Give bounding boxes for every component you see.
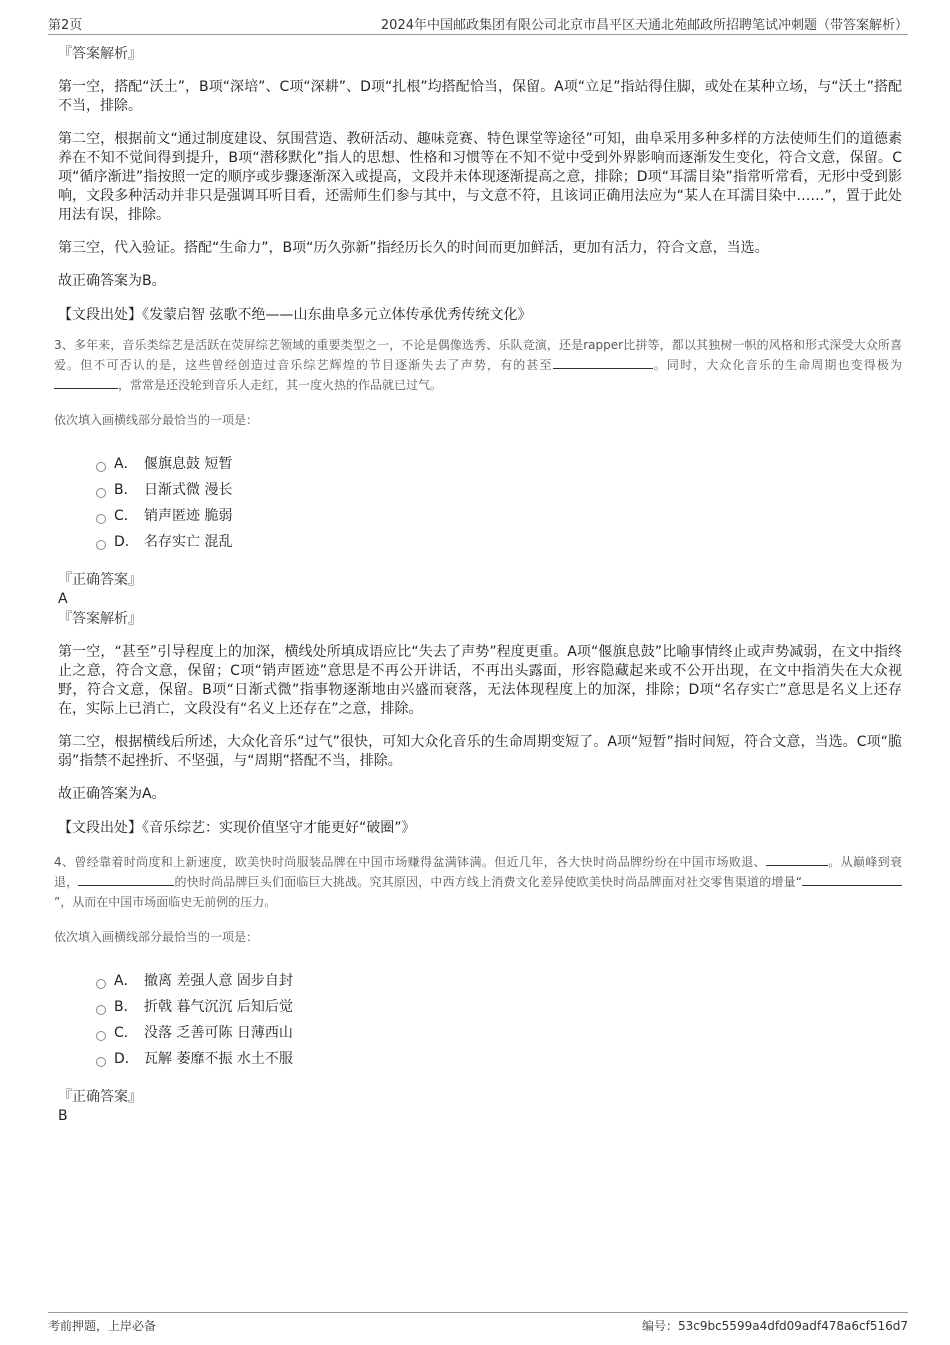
page-number: 第2页 — [48, 18, 83, 33]
q2-analysis-p3: 第三空，代入验证。搭配“生命力”，B项“历久弥新”指经历长久的时间而更加鲜活，更加有活力，符合文意，当选。 — [58, 240, 769, 256]
q4-blank-3 — [802, 873, 902, 886]
q3-blank-2 — [54, 376, 118, 389]
q3-blank-1 — [553, 356, 653, 369]
q2-conclusion: 故正确答案为B。 — [58, 273, 166, 289]
q3-correct-label: 『正确答案』 — [58, 572, 142, 588]
page-content — [54, 44, 902, 1126]
footer-code: 编号：53c9bc5599a4dfd09adf478a6cf516d7 — [641, 1319, 908, 1333]
q2-analysis-p1: 第一空，搭配“沃土”，B项“深培”、C项“深耕”、D项“扎根”均搭配恰当，保留。A项“立足”指站得住脚，或处在某种立场，与“沃土”搭配不当，排除。 — [58, 79, 902, 114]
q4-blank-1 — [766, 853, 828, 866]
radio-icon[interactable] — [96, 514, 106, 524]
q4-blank-2 — [78, 873, 174, 886]
q2-analysis-label: 『答案解析』 — [58, 46, 142, 62]
radio-icon[interactable] — [96, 1005, 106, 1015]
q3-option-d[interactable]: D． 名存实亡 混乱 — [96, 529, 902, 555]
q3-correct-value: A — [58, 591, 68, 607]
radio-icon[interactable] — [96, 979, 106, 989]
q4-option-b[interactable]: B． 折戟 暮气沉沉 后知后觉 — [96, 994, 902, 1020]
q3-analysis-p2: 第二空，根据横线后所述，大众化音乐“过气”很快，可知大众化音乐的生命周期变短了。A项“短暂”指时间短，符合文意，当选。C项“脆弱”指禁不起挫折、不坚强，与“周期”搭配不当，排除。 — [58, 734, 902, 769]
q3-option-c[interactable]: C． 销声匿迹 脆弱 — [96, 503, 902, 529]
q3-prompt: 依次填入画横线部分最恰当的一项是： — [54, 413, 259, 427]
q3-question-text: 3、多年来，音乐类综艺是活跃在荧屏综艺领域的重要类型之一，不论是偶像选秀、乐队竞演，还是rapper比拼等，都以其独树一帜的风格和形式深受大众所喜爱。但不可否认的是，这些曾经创造过音乐综艺辉煌的节目逐渐失去了声势，有的甚至 。同时，大众化音乐的生命周期也变得极为，常常是还没轮到音乐人走红，其一度火热的作品就已过气。 — [54, 338, 902, 392]
radio-icon[interactable] — [96, 488, 106, 498]
radio-icon[interactable] — [96, 1031, 106, 1041]
radio-icon[interactable] — [96, 462, 106, 472]
q3-analysis-p1: 第一空，“甚至”引导程度上的加深，横线处所填成语应比“失去了声势”程度更重。A项“偃旗息鼓”比喻事情终止或声势减弱，在文中指终止之意，符合文意，保留；C项“销声匿迹”意思是不再公开讲话，不再出头露面，形容隐藏起来或不公开出现，在文中指消失在大众视野，符合文意，保留。B项“日渐式微”指事物逐渐地由兴盛而衰落，无法体现程度上的加深，排除；D项“名存实亡”意思是名义上还存在，实际上已消亡，文段没有“名义上还存在”之意，排除。 — [58, 644, 902, 717]
q3-options — [96, 451, 902, 555]
q3-option-a[interactable]: A． 偃旗息鼓 短暂 — [96, 451, 902, 477]
q4-correct-value: B — [58, 1108, 68, 1124]
q3-conclusion: 故正确答案为A。 — [58, 786, 166, 802]
page-header — [48, 14, 908, 35]
radio-icon[interactable] — [96, 540, 106, 550]
q4-option-a[interactable]: A． 撤离 差强人意 固步自封 — [96, 968, 902, 994]
page-footer — [48, 1312, 908, 1335]
q4-question-text: 4、曾经靠着时尚度和上新速度，欧美快时尚服装品牌在中国市场赚得盆满钵满。但近几年，各大快时尚品牌纷纷在中国市场败退、 。从巅峰到衰退， 的快时尚品牌巨头们面临巨大挑战。究其原因，中西方线上消费文化差异使欧美快时尚品牌面对社交零售渠道的增量“”，从而在中国市场面临史无前例的压力。 — [54, 855, 902, 909]
q2-analysis-p2: 第二空，根据前文“通过制度建设、氛围营造、教研活动、趣味竞赛、特色课堂等途径”可知，曲阜采用多种多样的方法使师生们的道德素养在不知不觉间得到提升，B项“潜移默化”指人的思想、性格和习惯等在不知不觉中受到外界影响而逐渐发生变化，符合文意，保留。C项“循序渐进”指按照一定的顺序或步骤逐渐深入或提高，文段并未体现逐渐提高之意，排除；D项“耳濡目染”指常听常看，无形中受到影响，文段多种活动并非只是强调耳听目看，还需师生们参与其中，与文意不符，且该词正确用法应为“某人在耳濡目染中……”，置于此处用法有误，排除。 — [58, 131, 902, 223]
q3-option-b[interactable]: B． 日渐式微 漫长 — [96, 477, 902, 503]
footer-motto: 考前押题，上岸必备 — [48, 1319, 157, 1333]
q3-analysis-label: 『答案解析』 — [58, 611, 142, 627]
radio-icon[interactable] — [96, 1057, 106, 1067]
q4-correct-label: 『正确答案』 — [58, 1089, 142, 1105]
q4-option-d[interactable]: D． 瓦解 萎靡不振 水土不服 — [96, 1046, 902, 1072]
q4-option-c[interactable]: C． 没落 乏善可陈 日薄西山 — [96, 1020, 902, 1046]
q4-options — [96, 968, 902, 1072]
q2-source: 【文段出处】《发蒙启智 弦歌不绝——山东曲阜多元立体传承优秀传统文化》 — [58, 307, 532, 323]
document-title: 2024年中国邮政集团有限公司北京市昌平区天通北苑邮政所招聘笔试冲刺题（带答案解析） — [380, 18, 908, 33]
q4-prompt: 依次填入画横线部分最恰当的一项是： — [54, 930, 259, 944]
q3-source: 【文段出处】《音乐综艺：实现价值坚守才能更好“破圈”》 — [58, 820, 416, 836]
